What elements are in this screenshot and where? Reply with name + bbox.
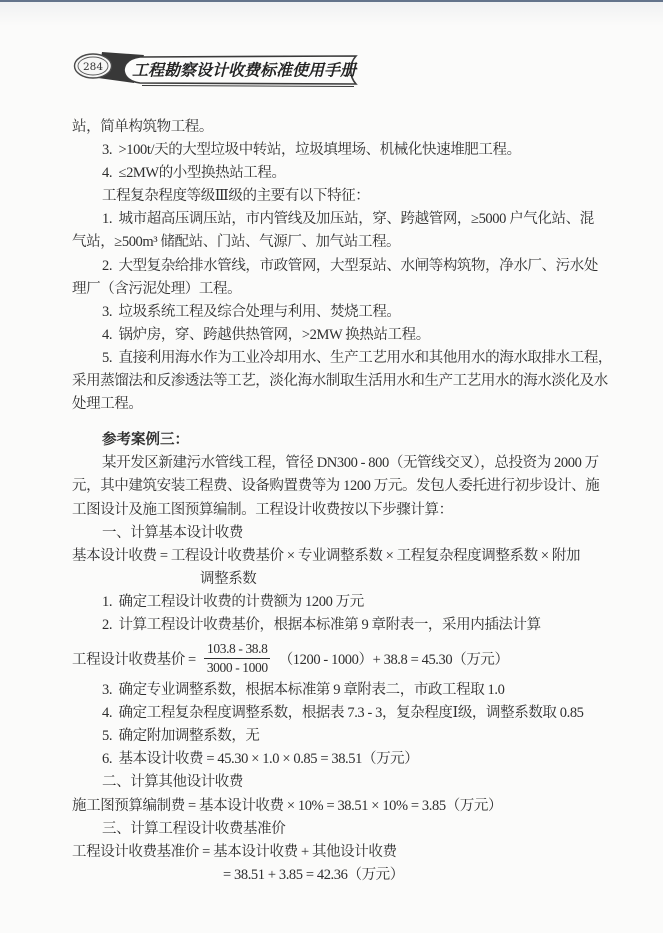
page-content bbox=[72, 116, 613, 887]
text-line: 4. 锅炉房，穿、跨越供热管网，>2MW 换热站工程。 bbox=[102, 326, 430, 343]
text-line: 3. 垃圾系统工程及综合处理与利用、焚烧工程。 bbox=[102, 303, 401, 320]
page-header bbox=[72, 50, 372, 92]
text-line: 理厂（含污泥处理）工程。 bbox=[72, 280, 242, 297]
section-heading: 三、计算工程设计收费基准价 bbox=[102, 820, 286, 837]
text-line: 基本设计收费 = 工程设计收费基价 × 专业调整系数 × 工程复杂程度调整系数 × 附加 bbox=[72, 547, 581, 564]
formula-line bbox=[72, 637, 602, 679]
fraction bbox=[204, 641, 270, 676]
page-number: 284 bbox=[82, 61, 104, 73]
text-line: 元，其中建筑安装工程费、设备购置费等为 1200 万元。发包人委托进行初步设计、施 bbox=[72, 478, 600, 495]
text-line: 2. 计算工程设计收费基价，根据本标准第 9 章附表一，采用内插法计算 bbox=[102, 616, 541, 633]
fraction-numerator: 103.8 - 38.8 bbox=[204, 641, 270, 659]
text-line: 某开发区新建污水管线工程，管径 DN300 - 800（无管线交叉），总投资为 2000 万 bbox=[102, 455, 599, 472]
title-ribbon-underline bbox=[142, 86, 354, 87]
text-line: 6. 基本设计收费 = 45.30 × 1.0 × 0.85 = 38.51（万元） bbox=[102, 751, 419, 768]
text-line: 工图设计及施工图预算编制。工程设计收费按以下步骤计算： bbox=[72, 501, 453, 518]
text-line: 施工图预算编制费 = 基本设计收费 × 10% = 38.51 × 10% = 3.85（万元） bbox=[72, 797, 503, 814]
text-line: 1. 城市超高压调压站，市内管线及加压站，穿、跨越管网，≥5000 户气化站、混 bbox=[102, 211, 594, 228]
case-heading: 参考案例三： bbox=[102, 432, 189, 449]
text-line: 2. 大型复杂给排水管线，市政管网，大型泵站、水闸等构筑物，净水厂、污水处 bbox=[102, 257, 598, 274]
text-line: 3. >100t/天的大型垃圾中转站，垃圾填埋场、机械化快速堆肥工程。 bbox=[102, 142, 521, 159]
text-line: 处理工程。 bbox=[72, 396, 143, 413]
fraction-denominator: 3000 - 1000 bbox=[206, 659, 268, 675]
scan-top-shading bbox=[0, 2, 663, 26]
text-line: 4. 确定工程复杂程度调整系数，根据表 7.3 - 3，复杂程度Ⅰ级，调整系数取 0.85 bbox=[102, 705, 584, 722]
book-title: 工程勘察设计收费标准使用手册 bbox=[131, 60, 357, 80]
text-line: 站，简单构筑物工程。 bbox=[72, 119, 213, 135]
text-line: 气站，≥500m³ 储配站、门站、气源厂、加气站工程。 bbox=[72, 234, 401, 251]
text-line: 调整系数 bbox=[200, 570, 257, 587]
text-line: 3. 确定专业调整系数，根据本标准第 9 章附表二，市政工程取 1.0 bbox=[102, 682, 505, 699]
header-banner-graphic bbox=[72, 50, 372, 92]
text-line: 采用蒸馏法和反渗透法等工艺，淡化海水制取生活用水和生产工艺用水的海水淡化及水 bbox=[72, 373, 608, 390]
text-line: = 38.51 + 3.85 = 42.36（万元） bbox=[223, 866, 404, 883]
text-line: 1. 确定工程设计收费的计费额为 1200 万元 bbox=[102, 593, 364, 610]
text-line: 4. ≤2MW的小型换热站工程。 bbox=[102, 165, 286, 182]
section-heading: 一、计算基本设计收费 bbox=[102, 524, 243, 541]
formula-lhs: 工程设计收费基价 = bbox=[72, 651, 200, 668]
text-line: 工程设计收费基准价 = 基本设计收费 + 其他设计收费 bbox=[72, 843, 397, 860]
section-heading: 二、计算其他设计收费 bbox=[102, 774, 243, 791]
formula-rhs: （1200 - 1000）+ 38.8 = 45.30（万元） bbox=[275, 651, 509, 668]
text-line: 工程复杂程度等级Ⅲ级的主要有以下特征： bbox=[102, 188, 370, 205]
text-line: 5. 确定附加调整系数，无 bbox=[102, 728, 260, 745]
text-line: 5. 直接利用海水作为工业冷却用水、生产工艺用水和其他用水的海水取排水工程， bbox=[102, 349, 613, 366]
